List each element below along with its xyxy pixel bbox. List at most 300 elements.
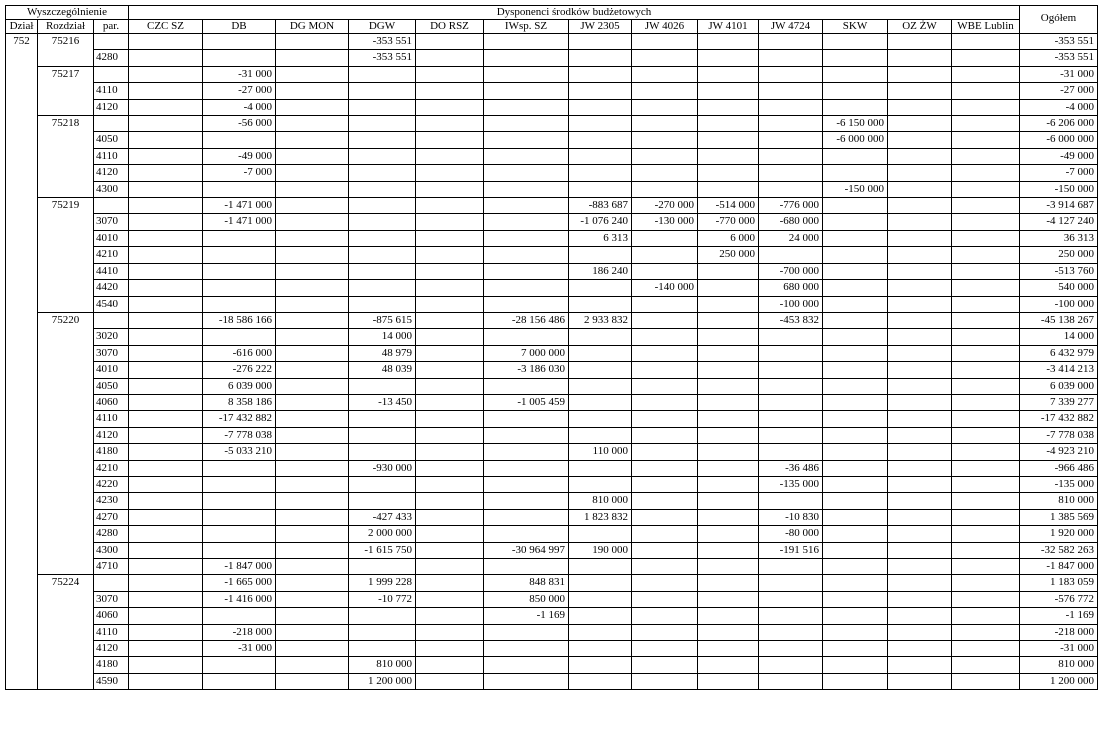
value-cell: [129, 378, 203, 394]
total-cell: 36 313: [1020, 230, 1098, 246]
value-cell: [276, 394, 349, 410]
value-cell: [759, 575, 823, 591]
par-cell: [94, 116, 129, 132]
value-cell: [484, 476, 569, 492]
value-cell: [952, 263, 1020, 279]
value-cell: [276, 608, 349, 624]
par-cell: 4110: [94, 411, 129, 427]
value-cell: -1 169: [484, 608, 569, 624]
value-cell: [349, 427, 416, 443]
value-cell: [129, 247, 203, 263]
header-par: par.: [94, 20, 129, 34]
value-cell: [952, 673, 1020, 689]
value-cell: [632, 444, 698, 460]
value-cell: -6 000 000: [823, 132, 888, 148]
value-cell: [632, 345, 698, 361]
par-cell: 4180: [94, 444, 129, 460]
table-row: [6, 608, 1098, 624]
value-cell: [569, 83, 632, 99]
value-cell: [416, 181, 484, 197]
value-cell: [484, 657, 569, 673]
value-cell: [759, 132, 823, 148]
value-cell: [416, 542, 484, 558]
value-cell: [569, 280, 632, 296]
value-cell: [569, 575, 632, 591]
value-cell: [276, 591, 349, 607]
value-cell: [484, 673, 569, 689]
value-cell: [349, 99, 416, 115]
value-cell: [129, 329, 203, 345]
par-cell: 4420: [94, 280, 129, 296]
value-cell: [484, 181, 569, 197]
value-cell: [416, 83, 484, 99]
value-cell: [129, 673, 203, 689]
total-cell: -6 000 000: [1020, 132, 1098, 148]
value-cell: [484, 247, 569, 263]
value-cell: [484, 263, 569, 279]
value-cell: [416, 50, 484, 66]
value-cell: -616 000: [203, 345, 276, 361]
value-cell: [569, 427, 632, 443]
value-cell: -1 847 000: [203, 559, 276, 575]
total-cell: -135 000: [1020, 476, 1098, 492]
table-row: [6, 263, 1098, 279]
table-row: [6, 559, 1098, 575]
par-cell: 4110: [94, 148, 129, 164]
table-row: [6, 591, 1098, 607]
value-cell: [484, 641, 569, 657]
value-cell: [823, 444, 888, 460]
value-cell: [569, 526, 632, 542]
value-cell: -56 000: [203, 116, 276, 132]
total-cell: 810 000: [1020, 493, 1098, 509]
value-cell: [569, 394, 632, 410]
value-cell: [484, 444, 569, 460]
value-cell: [203, 542, 276, 558]
value-cell: [569, 673, 632, 689]
value-cell: [416, 559, 484, 575]
total-cell: -576 772: [1020, 591, 1098, 607]
total-cell: 1 920 000: [1020, 526, 1098, 542]
value-cell: [952, 624, 1020, 640]
total-cell: -1 847 000: [1020, 559, 1098, 575]
value-cell: [823, 296, 888, 312]
value-cell: [823, 263, 888, 279]
total-cell: 6 039 000: [1020, 378, 1098, 394]
value-cell: [823, 509, 888, 525]
value-cell: [349, 411, 416, 427]
value-cell: [569, 181, 632, 197]
value-cell: [632, 673, 698, 689]
value-cell: [276, 624, 349, 640]
value-cell: [276, 509, 349, 525]
value-cell: [952, 148, 1020, 164]
value-cell: [569, 296, 632, 312]
total-cell: 540 000: [1020, 280, 1098, 296]
value-cell: [952, 641, 1020, 657]
value-cell: [129, 641, 203, 657]
value-cell: [759, 641, 823, 657]
value-cell: -353 551: [349, 50, 416, 66]
total-cell: -31 000: [1020, 66, 1098, 82]
value-cell: [349, 476, 416, 492]
value-cell: -7 000: [203, 165, 276, 181]
value-cell: [416, 427, 484, 443]
value-cell: [632, 526, 698, 542]
par-cell: 4300: [94, 181, 129, 197]
value-cell: [569, 411, 632, 427]
value-cell: [203, 132, 276, 148]
value-cell: [569, 34, 632, 50]
table-row: [6, 493, 1098, 509]
value-cell: [632, 99, 698, 115]
value-cell: [276, 148, 349, 164]
par-cell: 4710: [94, 559, 129, 575]
value-cell: [484, 493, 569, 509]
header-col: JW 4026: [632, 20, 698, 34]
value-cell: [759, 444, 823, 460]
table-row: [6, 50, 1098, 66]
par-cell: 4010: [94, 230, 129, 246]
value-cell: [759, 66, 823, 82]
value-cell: [952, 493, 1020, 509]
value-cell: -27 000: [203, 83, 276, 99]
par-cell: 4230: [94, 493, 129, 509]
value-cell: 48 039: [349, 362, 416, 378]
value-cell: 848 831: [484, 575, 569, 591]
value-cell: [759, 624, 823, 640]
value-cell: -5 033 210: [203, 444, 276, 460]
value-cell: [698, 66, 759, 82]
total-cell: -7 778 038: [1020, 427, 1098, 443]
par-cell: 3020: [94, 329, 129, 345]
value-cell: [416, 509, 484, 525]
value-cell: 186 240: [569, 263, 632, 279]
value-cell: -1 076 240: [569, 214, 632, 230]
value-cell: [759, 493, 823, 509]
value-cell: [569, 476, 632, 492]
value-cell: [632, 116, 698, 132]
value-cell: -1 665 000: [203, 575, 276, 591]
value-cell: [484, 230, 569, 246]
value-cell: -10 772: [349, 591, 416, 607]
value-cell: [632, 263, 698, 279]
budget-document: [5, 5, 1098, 690]
value-cell: [349, 132, 416, 148]
value-cell: [203, 329, 276, 345]
value-cell: [569, 66, 632, 82]
par-cell: [94, 198, 129, 214]
value-cell: [888, 378, 952, 394]
value-cell: [888, 460, 952, 476]
par-cell: 4010: [94, 362, 129, 378]
header-col: DO RSZ: [416, 20, 484, 34]
table-row: [6, 296, 1098, 312]
value-cell: [129, 345, 203, 361]
value-cell: [952, 575, 1020, 591]
value-cell: [698, 559, 759, 575]
value-cell: [888, 559, 952, 575]
value-cell: [203, 50, 276, 66]
value-cell: [569, 624, 632, 640]
value-cell: [416, 247, 484, 263]
value-cell: [952, 460, 1020, 476]
value-cell: -514 000: [698, 198, 759, 214]
value-cell: 1 200 000: [349, 673, 416, 689]
value-cell: [952, 165, 1020, 181]
rozdzial-cell: 75220: [38, 312, 94, 575]
value-cell: [632, 641, 698, 657]
par-cell: 4220: [94, 476, 129, 492]
par-cell: 3070: [94, 345, 129, 361]
header-col: DB: [203, 20, 276, 34]
value-cell: [759, 50, 823, 66]
value-cell: [416, 66, 484, 82]
value-cell: [698, 427, 759, 443]
table-row: [6, 362, 1098, 378]
value-cell: -150 000: [823, 181, 888, 197]
value-cell: [759, 83, 823, 99]
total-cell: -4 923 210: [1020, 444, 1098, 460]
value-cell: [698, 476, 759, 492]
value-cell: [632, 427, 698, 443]
total-cell: 1 183 059: [1020, 575, 1098, 591]
table-row: [6, 198, 1098, 214]
value-cell: [698, 181, 759, 197]
value-cell: [888, 673, 952, 689]
value-cell: [569, 50, 632, 66]
table-row: [6, 526, 1098, 542]
value-cell: [823, 50, 888, 66]
total-cell: 250 000: [1020, 247, 1098, 263]
rozdzial-cell: 75218: [38, 116, 94, 198]
value-cell: [823, 214, 888, 230]
value-cell: [484, 132, 569, 148]
par-cell: [94, 34, 129, 50]
value-cell: [698, 345, 759, 361]
value-cell: [203, 181, 276, 197]
value-cell: [569, 591, 632, 607]
value-cell: [888, 132, 952, 148]
value-cell: [416, 476, 484, 492]
value-cell: [952, 296, 1020, 312]
value-cell: [276, 214, 349, 230]
value-cell: [203, 280, 276, 296]
value-cell: [484, 99, 569, 115]
value-cell: [276, 673, 349, 689]
total-cell: -7 000: [1020, 165, 1098, 181]
value-cell: [823, 148, 888, 164]
value-cell: 1 823 832: [569, 509, 632, 525]
value-cell: [416, 312, 484, 328]
value-cell: [759, 608, 823, 624]
par-cell: 4120: [94, 165, 129, 181]
value-cell: [276, 296, 349, 312]
value-cell: [276, 198, 349, 214]
value-cell: [632, 411, 698, 427]
par-cell: 4110: [94, 624, 129, 640]
value-cell: -427 433: [349, 509, 416, 525]
value-cell: -453 832: [759, 312, 823, 328]
value-cell: [484, 34, 569, 50]
value-cell: 2 933 832: [569, 312, 632, 328]
header-disponents: Dysponenci środków budżetowych: [129, 6, 1020, 20]
value-cell: [416, 657, 484, 673]
value-cell: [888, 591, 952, 607]
value-cell: [276, 181, 349, 197]
value-cell: [569, 362, 632, 378]
value-cell: [276, 34, 349, 50]
value-cell: [484, 427, 569, 443]
value-cell: [349, 559, 416, 575]
value-cell: [632, 230, 698, 246]
par-cell: 4280: [94, 526, 129, 542]
value-cell: [888, 66, 952, 82]
value-cell: [952, 230, 1020, 246]
dzial-cell: 752: [6, 34, 38, 690]
value-cell: [349, 493, 416, 509]
value-cell: [698, 83, 759, 99]
value-cell: [416, 591, 484, 607]
value-cell: [698, 329, 759, 345]
header-col: IWsp. SZ: [484, 20, 569, 34]
value-cell: [823, 542, 888, 558]
value-cell: [952, 99, 1020, 115]
par-cell: 4050: [94, 132, 129, 148]
value-cell: [823, 83, 888, 99]
par-cell: 4210: [94, 247, 129, 263]
value-cell: [823, 345, 888, 361]
par-cell: 4180: [94, 657, 129, 673]
value-cell: [416, 214, 484, 230]
value-cell: [759, 673, 823, 689]
total-cell: 6 432 979: [1020, 345, 1098, 361]
value-cell: [349, 181, 416, 197]
total-cell: 1 385 569: [1020, 509, 1098, 525]
value-cell: -1 471 000: [203, 198, 276, 214]
value-cell: [276, 50, 349, 66]
value-cell: [416, 526, 484, 542]
value-cell: [129, 230, 203, 246]
value-cell: [823, 608, 888, 624]
value-cell: [276, 99, 349, 115]
header-dzial: Dział: [6, 20, 38, 34]
value-cell: [888, 394, 952, 410]
value-cell: [823, 641, 888, 657]
par-cell: 4060: [94, 394, 129, 410]
value-cell: [888, 345, 952, 361]
header-col: JW 2305: [569, 20, 632, 34]
value-cell: [888, 165, 952, 181]
table-row: [6, 394, 1098, 410]
value-cell: [276, 66, 349, 82]
value-cell: [632, 312, 698, 328]
value-cell: [569, 116, 632, 132]
value-cell: [276, 575, 349, 591]
value-cell: -10 830: [759, 509, 823, 525]
value-cell: [698, 378, 759, 394]
total-cell: -6 206 000: [1020, 116, 1098, 132]
value-cell: [416, 329, 484, 345]
value-cell: [759, 116, 823, 132]
value-cell: [823, 427, 888, 443]
value-cell: [129, 493, 203, 509]
total-cell: -17 432 882: [1020, 411, 1098, 427]
value-cell: [698, 460, 759, 476]
value-cell: [888, 99, 952, 115]
value-cell: 1 999 228: [349, 575, 416, 591]
table-row: [6, 542, 1098, 558]
value-cell: [203, 34, 276, 50]
value-cell: [759, 329, 823, 345]
value-cell: [129, 50, 203, 66]
value-cell: [888, 444, 952, 460]
table-row: [6, 34, 1098, 50]
value-cell: [888, 50, 952, 66]
value-cell: [129, 444, 203, 460]
header-col: CZC SZ: [129, 20, 203, 34]
value-cell: [632, 181, 698, 197]
value-cell: [759, 378, 823, 394]
value-cell: [203, 476, 276, 492]
value-cell: [632, 83, 698, 99]
value-cell: [952, 50, 1020, 66]
value-cell: [416, 165, 484, 181]
value-cell: [129, 83, 203, 99]
table-row: [6, 427, 1098, 443]
value-cell: [416, 345, 484, 361]
value-cell: [632, 148, 698, 164]
value-cell: [952, 509, 1020, 525]
value-cell: [823, 526, 888, 542]
value-cell: [698, 280, 759, 296]
value-cell: [698, 362, 759, 378]
value-cell: [203, 230, 276, 246]
header-col: JW 4101: [698, 20, 759, 34]
value-cell: [823, 411, 888, 427]
value-cell: [276, 493, 349, 509]
table-row: [6, 66, 1098, 82]
table-row: [6, 99, 1098, 115]
value-cell: [952, 345, 1020, 361]
value-cell: [888, 34, 952, 50]
value-cell: [349, 280, 416, 296]
total-cell: -49 000: [1020, 148, 1098, 164]
value-cell: [698, 444, 759, 460]
value-cell: [698, 411, 759, 427]
value-cell: 7 000 000: [484, 345, 569, 361]
table-row: [6, 673, 1098, 689]
value-cell: [888, 263, 952, 279]
value-cell: [276, 83, 349, 99]
table-row: [6, 460, 1098, 476]
rozdzial-cell: 75217: [38, 66, 94, 115]
value-cell: [698, 312, 759, 328]
value-cell: [349, 148, 416, 164]
value-cell: [952, 132, 1020, 148]
value-cell: 680 000: [759, 280, 823, 296]
value-cell: [569, 99, 632, 115]
total-cell: -3 914 687: [1020, 198, 1098, 214]
value-cell: [952, 411, 1020, 427]
value-cell: -18 586 166: [203, 312, 276, 328]
table-row: [6, 657, 1098, 673]
value-cell: -3 186 030: [484, 362, 569, 378]
value-cell: [569, 247, 632, 263]
value-cell: -353 551: [349, 34, 416, 50]
value-cell: -28 156 486: [484, 312, 569, 328]
value-cell: [632, 362, 698, 378]
